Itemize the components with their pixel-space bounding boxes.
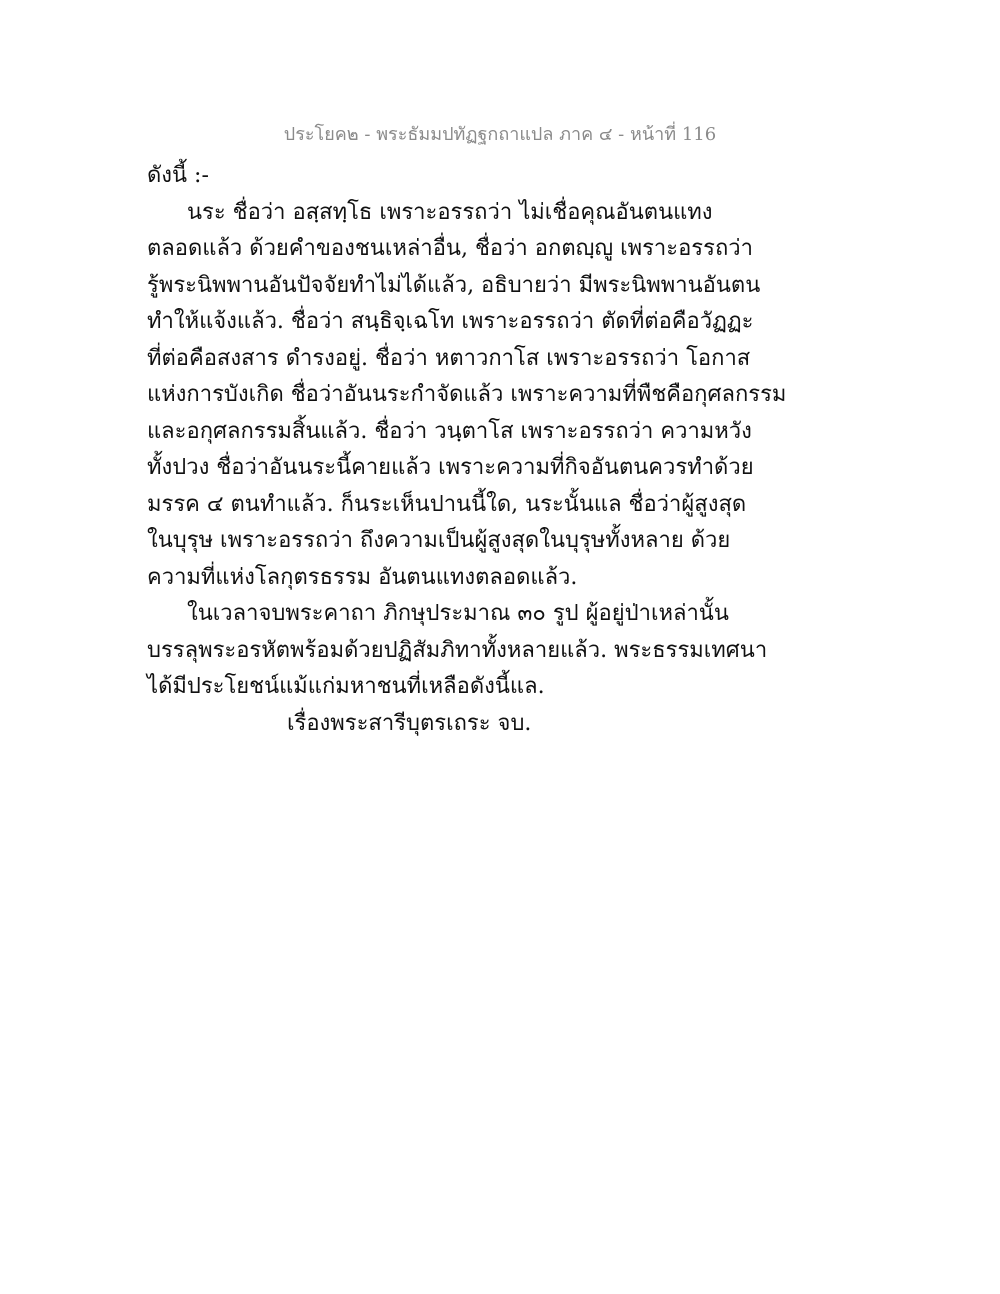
text-line: ได้มีประโยชน์แม้แก่มหาชนที่เหลือดังนี้แล. — [147, 674, 545, 699]
text-line: ตลอดแล้ว ด้วยคำของชนเหล่าอื่น, ชื่อว่า อกตญฺญู เพราะอรรถว่า — [147, 236, 753, 261]
text-line: ที่ต่อคือสงสาร ดำรงอยู่. ชื่อว่า หตาวกาโส เพราะอรรถว่า โอกาส — [147, 345, 751, 371]
text-line: นระ ชื่อว่า อสฺสทฺโธ เพราะอรรถว่า ไม่เชื่อคุณอันตนแทง — [187, 199, 713, 225]
text-line: รู้พระนิพพานอันปัจจัยทำไม่ได้แล้ว, อธิบายว่า มีพระนิพพานอันตน — [147, 272, 761, 298]
text-line: ทั้งปวง ชื่อว่าอันนระนี้คายแล้ว เพราะความที่กิจอันตนควรทำด้วย — [147, 455, 754, 480]
body-text — [147, 158, 787, 742]
page-header: ประโยค๒ - พระธัมมปทัฏฐกถาแปล ภาค ๔ - หน้าที่ 116 — [283, 124, 717, 145]
text-line: บรรลุพระอรหัตพร้อมด้วยปฏิสัมภิทาทั้งหลายแล้ว. พระธรรมเทศนา — [147, 637, 768, 663]
story-end-line: เรื่องพระสารีบุตรเถระ จบ. — [287, 710, 532, 736]
text-line: มรรค ๔ ตนทำแล้ว. ก็นระเห็นปานนี้ใด, นระนั้นแล ชื่อว่าผู้สูงสุด — [147, 491, 747, 517]
text-line: ดังนี้ :- — [147, 163, 209, 188]
text-line: ในเวลาจบพระคาถา ภิกษุประมาณ ๓๐ รูป ผู้อยู่ป่าเหล่านั้น — [187, 601, 729, 626]
text-line: แห่งการบังเกิด ชื่อว่าอันนระกำจัดแล้ว เพราะความที่พืชคือกุศลกรรม — [147, 382, 787, 407]
text-line: ความที่แห่งโลกุตรธรรม อันตนแทงตลอดแล้ว. — [147, 564, 578, 590]
text-line: และอกุศลกรรมสิ้นแล้ว. ชื่อว่า วนฺตาโส เพราะอรรถว่า ความหวัง — [147, 418, 752, 444]
text-line: ทำให้แจ้งแล้ว. ชื่อว่า สนฺธิจฺเฉโท เพราะอรรถว่า ตัดที่ต่อคือวัฏฏะ — [147, 309, 754, 334]
text-line: ในบุรุษ เพราะอรรถว่า ถึงความเป็นผู้สูงสุดในบุรุษทั้งหลาย ด้วย — [147, 528, 731, 553]
